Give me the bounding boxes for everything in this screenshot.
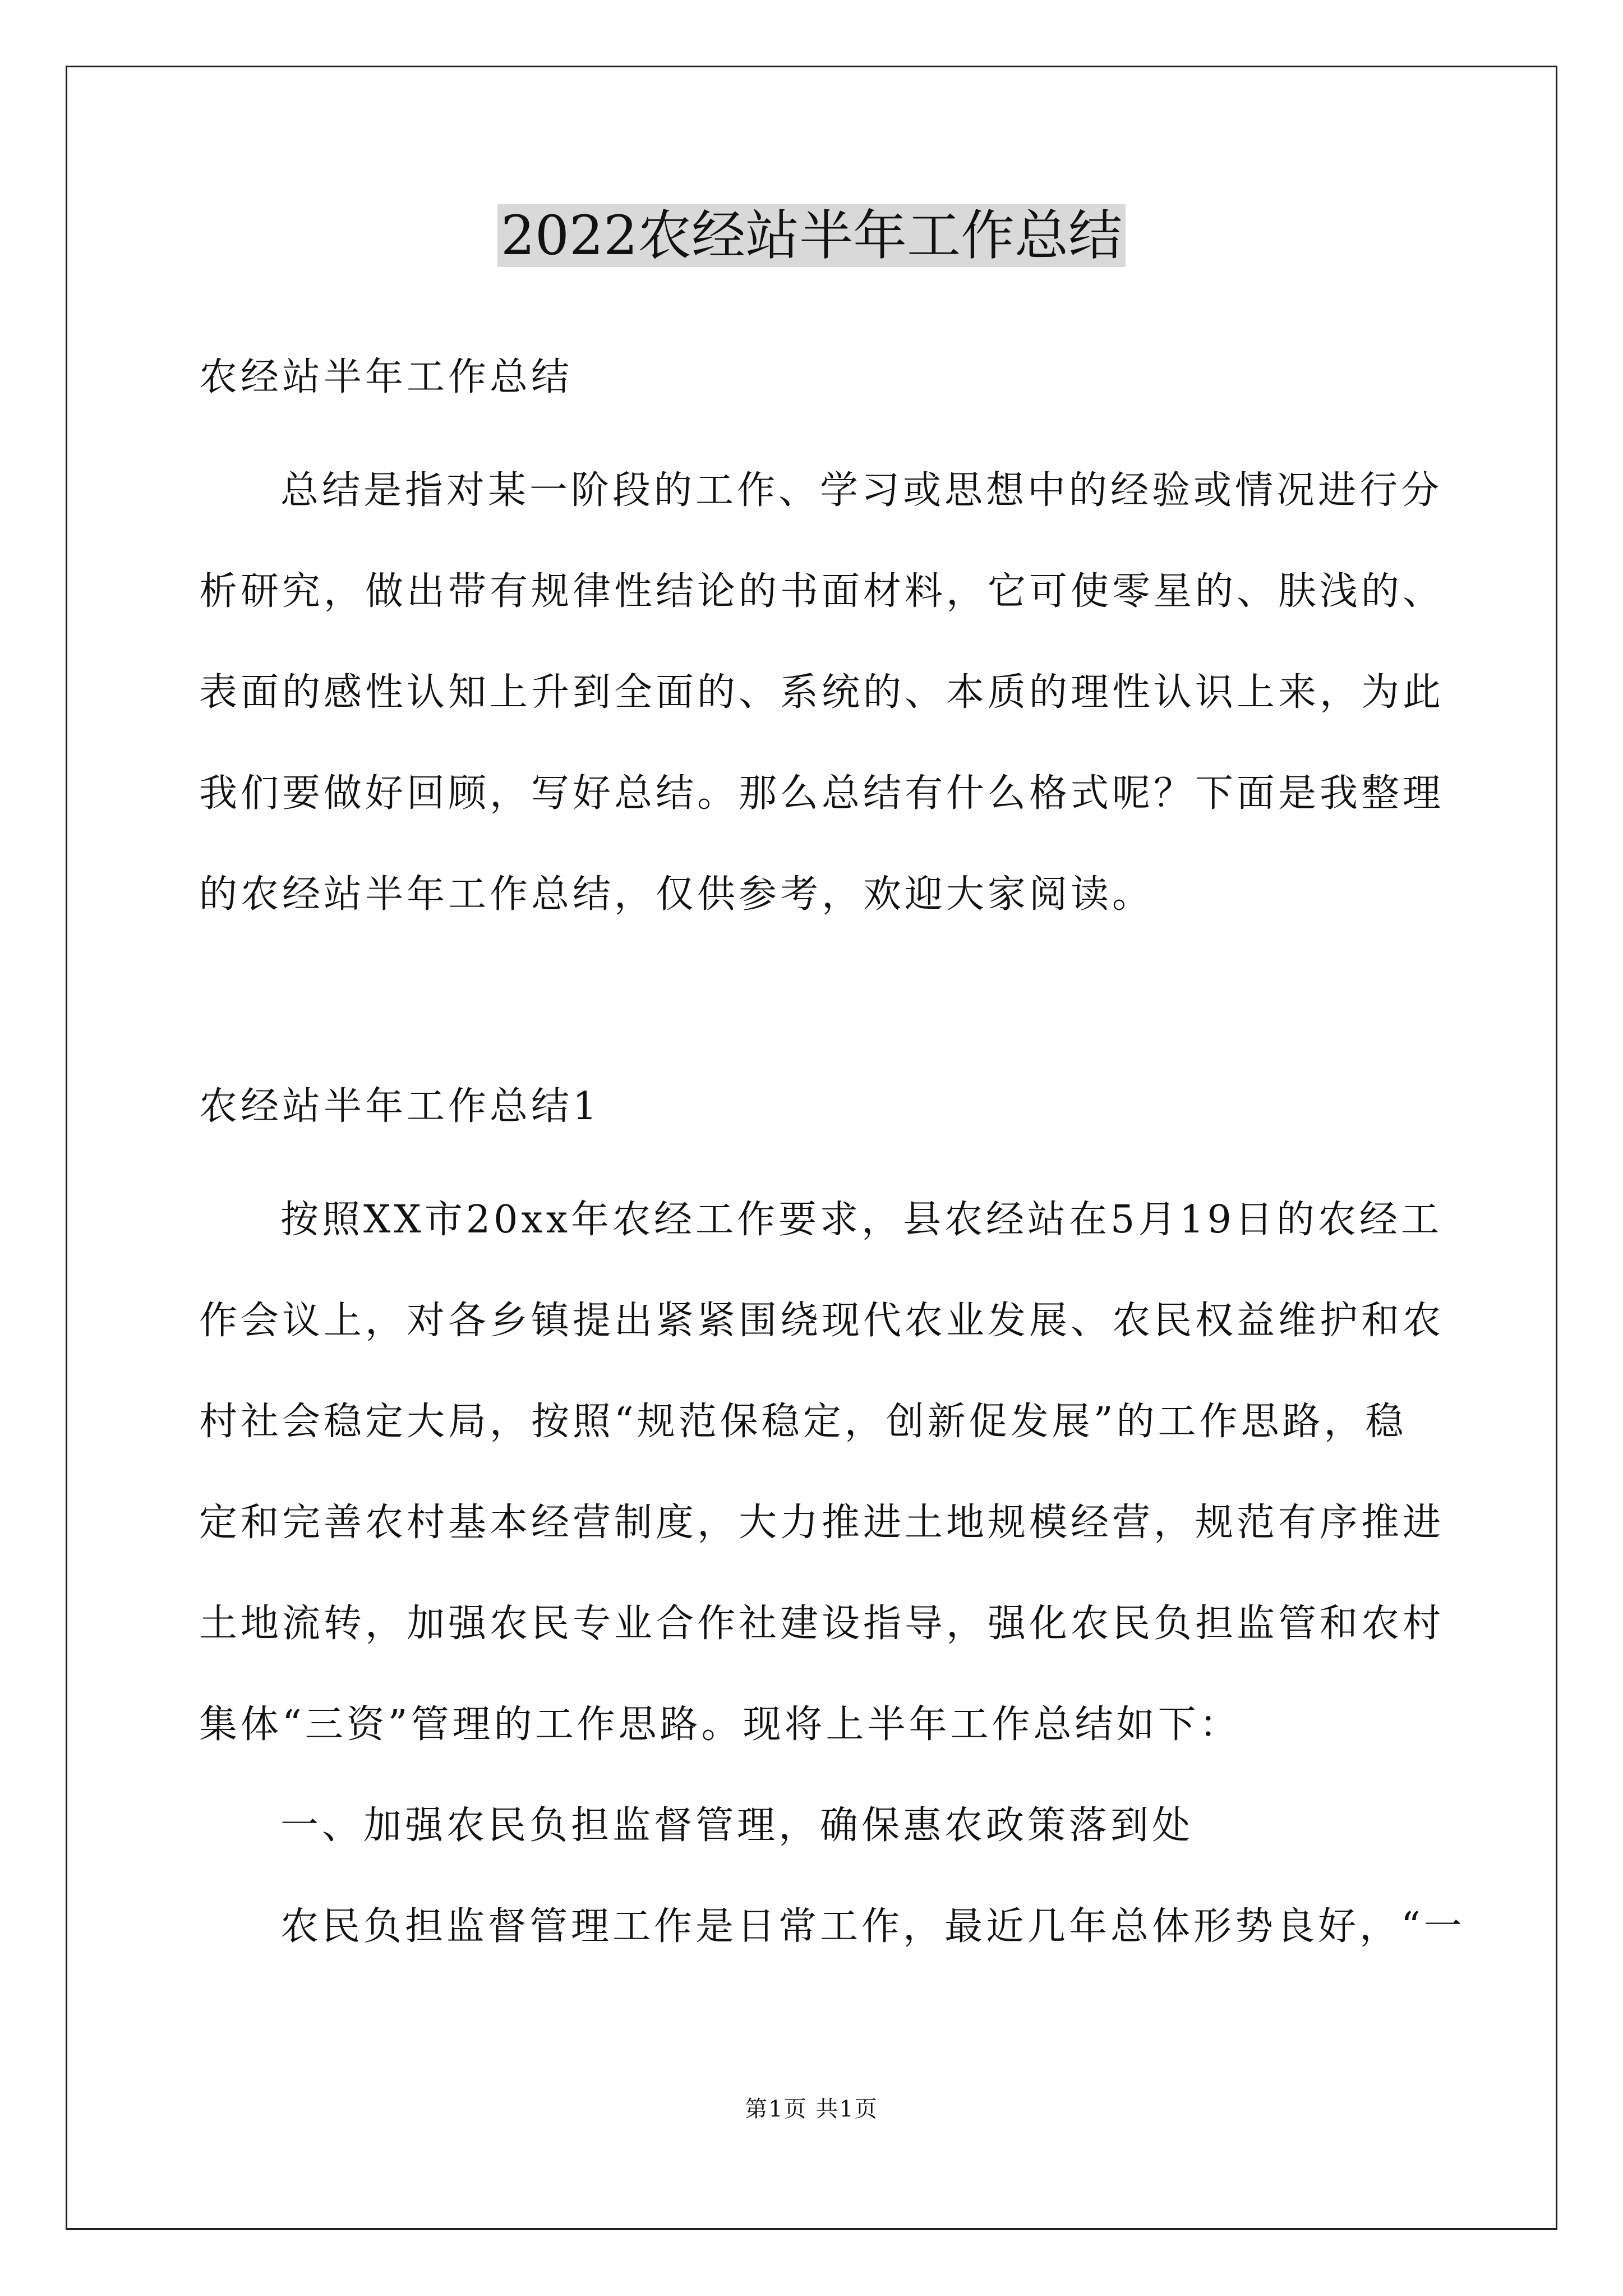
document-subtitle: 农经站半年工作总结 [199, 355, 573, 399]
body-line-5: 土地流转，加强农民专业合作社建设指导，强化农民负担监管和农村 [199, 1602, 1445, 1646]
section-title: 农经站半年工作总结1 [199, 1084, 601, 1129]
document-title [0, 199, 1623, 272]
page-footer: 第1页 共1页 [745, 2096, 878, 2122]
heading-1: 一、加强农民负担监督管理，确保惠农政策落到处 [280, 1803, 1194, 1848]
paragraph-2-line-1: 农民负担监督管理工作是日常工作，最近几年总体形势良好，“一 [280, 1904, 1465, 1949]
intro-line-5: 的农经站半年工作总结，仅供参考，欢迎大家阅读。 [199, 872, 1154, 917]
body-line-6: 集体“三资”管理的工作思路。现将上半年工作总结如下： [199, 1703, 1241, 1747]
document-title-text: 2022农经站半年工作总结 [497, 204, 1126, 267]
body-line-3: 村社会稳定大局，按照“规范保稳定，创新促发展”的工作思路，稳 [199, 1400, 1407, 1444]
intro-line-3: 表面的感性认知上升到全面的、系统的、本质的理性认识上来，为此 [199, 670, 1445, 715]
body-line-1: 按照XX市20xx年农经工作要求，县农经站在5月19日的农经工 [280, 1198, 1442, 1242]
intro-line-2: 析研究，做出带有规律性结论的书面材料，它可使零星的、肤浅的、 [199, 569, 1445, 614]
intro-line-1: 总结是指对某一阶段的工作、学习或思想中的经验或情况进行分 [280, 468, 1443, 513]
body-line-2: 作会议上，对各乡镇提出紧紧围绕现代农业发展、农民权益维护和农 [199, 1299, 1445, 1343]
intro-line-4: 我们要做好回顾，写好总结。那么总结有什么格式呢？下面是我整理 [199, 771, 1445, 816]
body-line-4: 定和完善农村基本经营制度，大力推进土地规模经营，规范有序推进 [199, 1501, 1445, 1545]
